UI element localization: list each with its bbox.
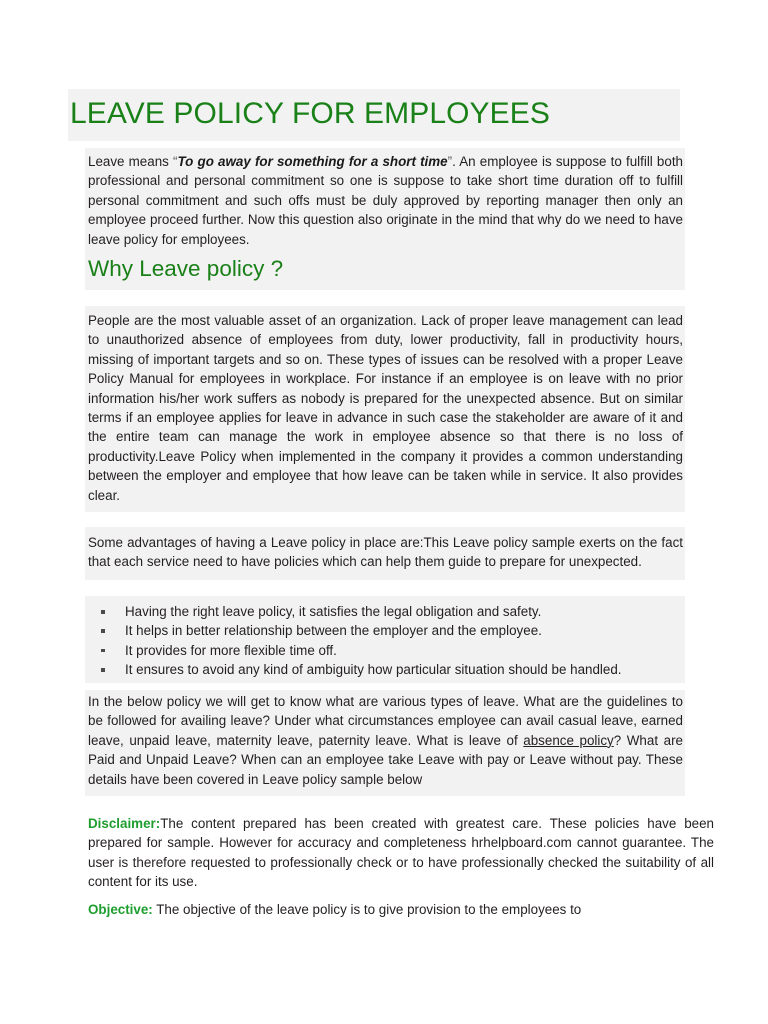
list-item-label: It provides for more flexible time off. xyxy=(125,642,337,658)
objective-label: Objective: xyxy=(88,902,153,917)
below-policy-block xyxy=(85,690,685,796)
below-policy-paragraph xyxy=(88,692,683,789)
disclaimer-label: Disclaimer: xyxy=(88,816,161,831)
absence-policy-link[interactable]: absence policy xyxy=(523,732,614,748)
open-quote: “ xyxy=(173,154,178,169)
below-policy-part2: ? What are Paid and Unpaid Leave? When can an employee take Leave with pay or Leave without pay. These details have been covered in Leave policy sample below xyxy=(88,732,684,787)
advantages-intro-paragraph: Some advantages of having a Leave policy in place are:This Leave policy sample exerts on the fact that each service need to have policies which can help them guide to prepare for unexpected. xyxy=(88,535,683,570)
advantages-intro-block xyxy=(85,527,685,580)
below-policy-part1: In the below policy we will get to know what are various types of leave. What are the guidelines to be followed for availing leave? Under what circumstances employee can avail casual leave, earned leave, unpaid leave, maternity leave, paternity leave. What is leave of xyxy=(88,694,683,748)
intro-rest: . An employee is suppose to fulfill both professional and personal commitment so one is suppose to take short time duration off to fulfill personal commitment and such offs must be duly approved by reporting manager then only an employee proceed further. Now this question also originate in the mind that why do we need to have leave policy for employees. xyxy=(88,154,683,247)
bullet-icon xyxy=(101,668,105,672)
list-item-label: It helps in better relationship between the employer and the employee. xyxy=(125,623,542,639)
leave-definition: To go away for something for a short time xyxy=(177,154,448,169)
disclaimer-text: The content prepared has been created with greatest care. These policies have been prepared for sample. However for accuracy and completeness hrhelpboard.com cannot guarantee. The user is therefore requested to professionally check or to have professionally checked the suitability of all content for its use. xyxy=(88,816,714,890)
objective-text: The objective of the leave policy is to give provision to the employees to xyxy=(152,902,582,917)
disclaimer-paragraph xyxy=(88,814,714,892)
list-item-label: Having the right leave policy, it satisfies the legal obligation and safety. xyxy=(125,604,542,619)
bullet-icon xyxy=(101,610,105,614)
advantages-list xyxy=(88,602,683,680)
section-heading-why-leave-policy: Why Leave policy ? xyxy=(88,256,284,281)
why-leave-policy-body-block xyxy=(85,306,685,512)
objective-block xyxy=(88,898,714,921)
intro-paragraph xyxy=(88,152,683,249)
list-item xyxy=(88,641,683,660)
why-leave-policy-heading-block xyxy=(85,250,685,290)
objective-paragraph xyxy=(88,900,714,919)
disclaimer-block xyxy=(88,812,714,894)
why-leave-policy-paragraph: People are the most valuable asset of an organization. Lack of proper leave management can lead to unauthorized absence of employees from duty, lower productivity, fall in productivity hours, missing of important targets and so on. These types of issues can be resolved with a proper Leave Policy Manual for employees in workplace. For instance if an employee is on leave with no prior information his/her work suffers as nobody is prepared for the unexpected absence. But on similar terms if an employee applies for leave in advance in such case the stakeholder are aware of it and the entire team can manage the work in employee absence so that there is no loss of productivity.Leave Policy when implemented in the company it provides a common understanding between the employer and employee that how leave can be taken while in service. It also provides clear. xyxy=(88,313,683,503)
bullet-icon xyxy=(101,629,105,633)
list-item xyxy=(88,621,683,640)
list-item xyxy=(88,660,683,679)
bullet-icon xyxy=(101,649,105,653)
intro-block xyxy=(85,148,685,255)
title-block xyxy=(68,89,680,141)
advantages-list-block xyxy=(85,596,685,683)
intro-lead-in: Leave means xyxy=(88,154,174,169)
list-item xyxy=(88,602,683,621)
page-title: LEAVE POLICY FOR EMPLOYEES xyxy=(70,97,550,130)
list-item-label: It ensures to avoid any kind of ambiguity how particular situation should be handled. xyxy=(125,662,622,678)
close-quote: ” xyxy=(447,154,453,169)
